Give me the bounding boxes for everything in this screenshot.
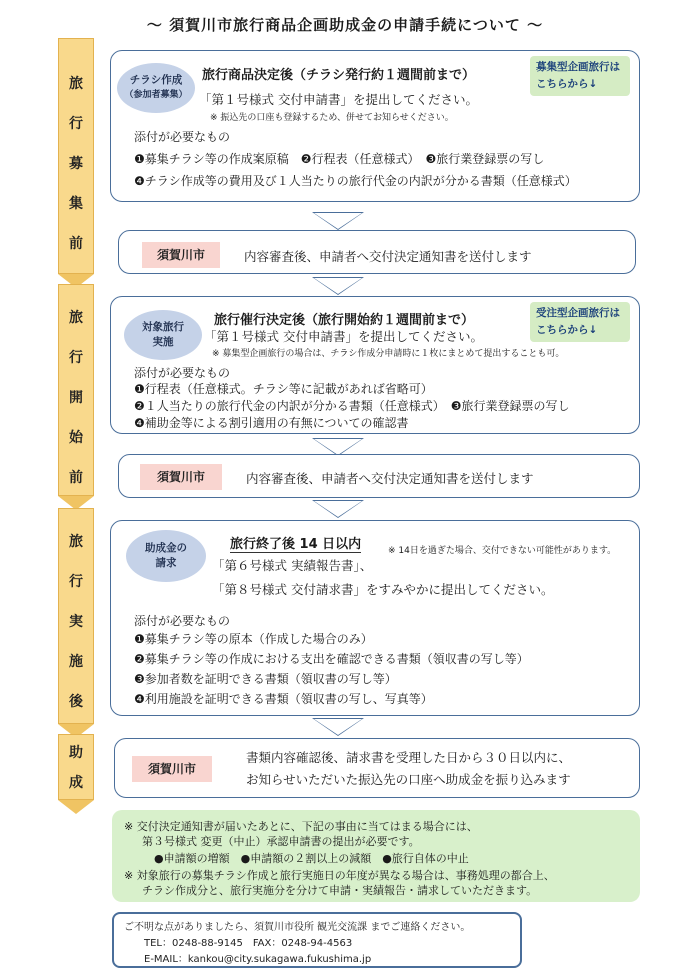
section3-submit-2: 「第８号様式 交付請求書」をすみやかに提出してください。 <box>212 582 554 597</box>
section2-heading: 旅行催行決定後（旅行開始約１週間前まで） <box>214 313 475 328</box>
section2-item: ❶行程表（任意様式。チラシ等に記載があれば省略可） <box>134 382 433 396</box>
section3-item: ❹利用施設を証明できる書類（領収書の写し、写真等） <box>134 692 433 706</box>
note-line: ※ 対象旅行の募集チラシ作成と旅行実施日の年度が異なる場合は、事務処理の都合上、 <box>124 869 555 882</box>
section1-item: ❶募集チラシ等の作成案原稿 ❷行程表（任意様式） ❸旅行業登録票の写し <box>134 152 545 166</box>
section2-attach-label: 添付が必要なもの <box>134 366 231 380</box>
section3-attach-label: 添付が必要なもの <box>134 614 231 628</box>
note-line: ●申請額の増額 ●申請額の２割以上の減額 ●旅行自体の中止 <box>154 852 469 865</box>
badge-custom-tour-link[interactable]: 受注型企画旅行は こちらから↓ <box>530 302 630 342</box>
note-line: 第３号様式 変更（中止）承認申請書の提出が必要です。 <box>142 835 420 848</box>
city-label-2: 須賀川市 <box>140 464 222 490</box>
section2-note: ※ 募集型企画旅行の場合は、チラシ作成分申請時に１枚にまとめて提出することも可。 <box>212 349 565 359</box>
oval-grant-claim: 助成金の 請求 <box>126 530 206 582</box>
oval-flyer-creation: チラシ作成 （参加者募集） <box>117 63 195 113</box>
section3-submit-1: 「第６号様式 実績報告書」、 <box>212 558 373 573</box>
contact-box <box>112 912 522 968</box>
flow-arrow <box>312 718 364 736</box>
section3-item: ❸参加者数を証明できる書類（領収書の写し等） <box>134 672 397 686</box>
section2-item: ❹補助金等による割引適用の有無についての確認書 <box>134 416 409 430</box>
flow-arrow <box>312 277 364 295</box>
contact-phone: TEL：0248-88-9145 FAX：0248-94-4563 <box>144 938 353 949</box>
flow-arrow <box>312 212 364 230</box>
phase-grant: 助 成 <box>58 734 94 816</box>
section3-item: ❶募集チラシ等の原本（作成した場合のみ） <box>134 632 373 646</box>
section1-attach-label: 添付が必要なもの <box>134 130 231 144</box>
section3-note: ※ 14日を過ぎた場合、交付できない可能性があります。 <box>388 546 617 556</box>
notes-box <box>112 810 640 902</box>
city-label-1: 須賀川市 <box>142 242 220 268</box>
oval-tour-implementation: 対象旅行 実施 <box>124 310 202 360</box>
city-text-2: 内容審査後、申請者へ交付決定通知書を送付します <box>246 471 534 486</box>
contact-line: ご不明な点がありましたら、須賀川市役所 観光交流課 までご連絡ください。 <box>124 922 471 933</box>
note-line: ※ 交付決定通知書が届いたあとに、下記の事由に当てはまる場合には、 <box>124 820 478 833</box>
section1-heading: 旅行商品決定後（チラシ発行約１週間前まで） <box>202 68 476 83</box>
city-text-3a: 書類内容確認後、請求書を受理した日から３０日以内に、 <box>246 750 572 765</box>
city-text-1: 内容審査後、申請者へ交付決定通知書を送付します <box>244 249 532 264</box>
phase-after-travel: 旅 行 実 施 後 <box>58 508 94 734</box>
section3-item: ❷募集チラシ等の作成における支出を確認できる書類（領収書の写し等） <box>134 652 529 666</box>
flow-arrow <box>312 500 364 518</box>
section3-heading: 旅行終了後 14 日以内 <box>230 533 361 553</box>
section2-submit: 「第１号様式 交付申請書」を提出してください。 <box>204 329 483 344</box>
contact-email[interactable]: E-MAIL：kankou@city.sukagawa.fukushima.jp <box>144 954 372 965</box>
section1-item: ❹チラシ作成等の費用及び１人当たりの旅行代金の内訳が分かる書類（任意様式） <box>134 174 577 188</box>
section1-submit: 「第１号様式 交付申請書」を提出してください。 <box>199 92 478 107</box>
city-label-3: 須賀川市 <box>132 756 212 782</box>
section1-note: ※ 振込先の口座も登録するため、併せてお知らせください。 <box>210 113 454 123</box>
page-title: ～ 須賀川市旅行商品企画助成金の申請手続について ～ <box>146 16 544 34</box>
badge-package-tour-link[interactable]: 募集型企画旅行は こちらから↓ <box>530 56 630 96</box>
note-line: チラシ作成分と、旅行実施分を分けて申請・実績報告・請求していただきます。 <box>142 884 538 897</box>
section2-item: ❷１人当たりの旅行代金の内訳が分かる書類（任意様式） ❸旅行業登録票の写し <box>134 399 570 413</box>
phase-before-travel: 旅 行 開 始 前 <box>58 284 94 506</box>
phase-before-recruiting: 旅 行 募 集 前 <box>58 38 94 284</box>
city-text-3b: お知らせいただいた振込先の口座へ助成金を振り込みます <box>246 772 571 787</box>
